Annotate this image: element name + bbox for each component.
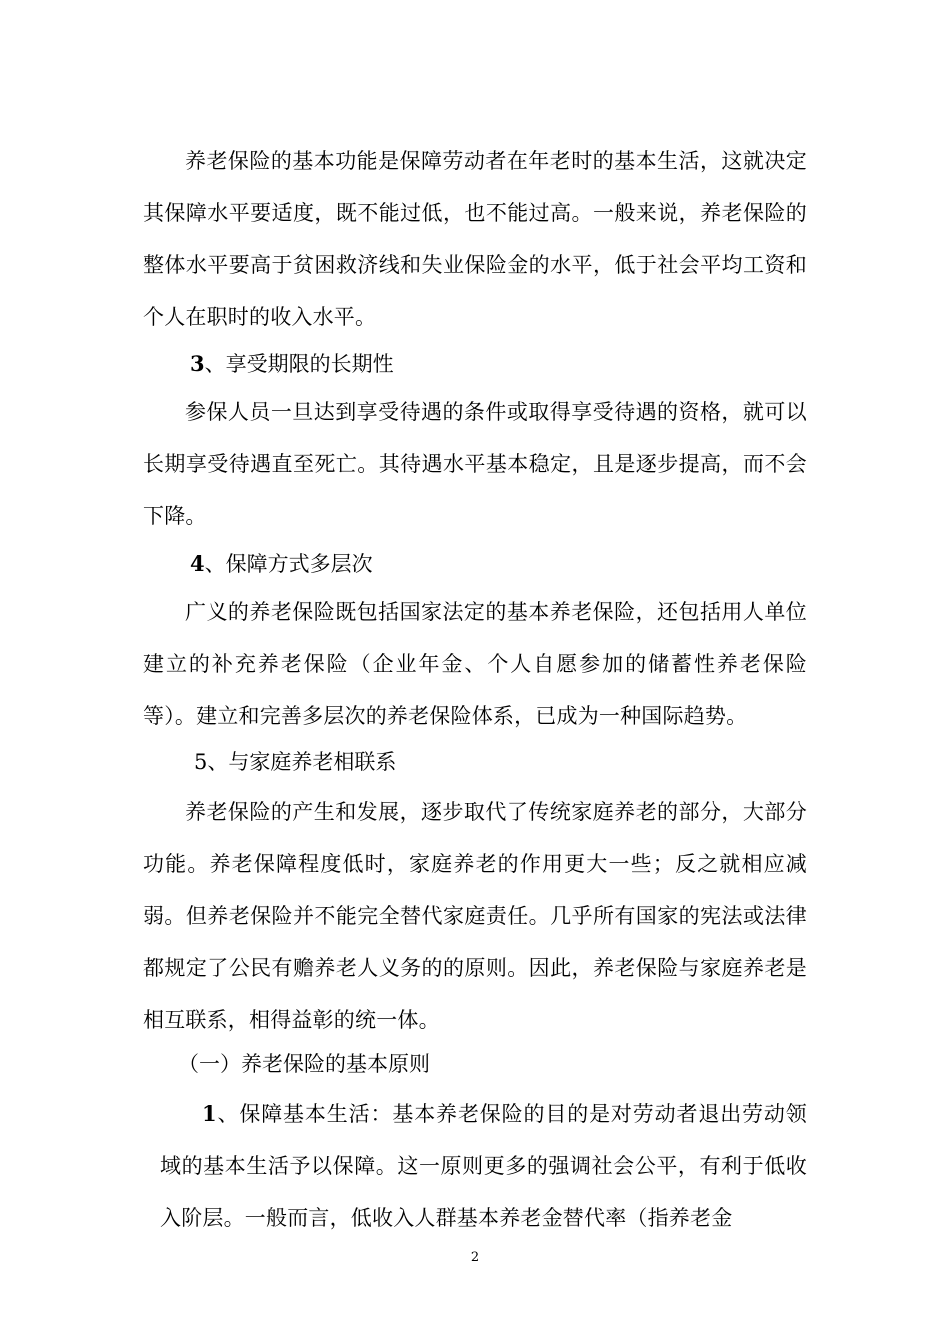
- heading-title: 、与家庭养老相联系: [207, 750, 397, 774]
- heading-number: 4: [190, 551, 205, 576]
- item-text: 、保障基本生活：基本养老保险的目的是对劳动者退出劳动领域的基本生活予以保障。这一原则更多的强调社会公平，有利于低收入阶层。一般而言，低收入人群基本养老金替代率（指养老金: [160, 1102, 807, 1230]
- paragraph-basic-function: 养老保险的基本功能是保障劳动者在年老时的基本生活，这就决定其保障水平要适度，既不能过低，也不能过高。一般来说，养老保险的整体水平要高于贫困救济线和失业保险金的水平，低于社会平均工资和个人在职时的收入水平。: [143, 149, 807, 329]
- page-number: 2: [470, 1250, 480, 1265]
- heading-title: 、享受期限的长期性: [204, 352, 394, 376]
- heading-number: 5: [194, 750, 208, 774]
- paragraph-basic-living: [160, 1088, 807, 1244]
- paragraph-multi-level: 广义的养老保险既包括国家法定的基本养老保险，还包括用人单位建立的补充养老保险（企业年金、个人自愿参加的储蓄性养老保险等）。建立和完善多层次的养老保险体系，已成为一种国际趋势。: [143, 600, 807, 728]
- heading-3-long-term: [190, 338, 394, 390]
- heading-4-multi-level: [190, 538, 373, 590]
- paragraph-family: 养老保险的产生和发展，逐步取代了传统家庭养老的部分，大部分功能。养老保障程度低时，家庭养老的作用更大一些；反之就相应减弱。但养老保险并不能完全替代家庭责任。几乎所有国家的宪法或法律都规定了公民有赡养老人义务的的原则。因此，养老保险与家庭养老是相互联系，相得益彰的统一体。: [143, 800, 807, 1032]
- heading-5-family: [194, 736, 396, 788]
- item-number: 1: [202, 1101, 217, 1126]
- heading-title: 、保障方式多层次: [204, 552, 373, 576]
- paragraph-long-term: 参保人员一旦达到享受待遇的条件或取得享受待遇的资格，就可以长期享受待遇直至死亡。其待遇水平基本稳定，且是逐步提高，而不会下降。: [143, 400, 807, 528]
- heading-number: 3: [190, 351, 205, 376]
- heading-basic-principles: （一）养老保险的基本原则: [178, 1052, 430, 1076]
